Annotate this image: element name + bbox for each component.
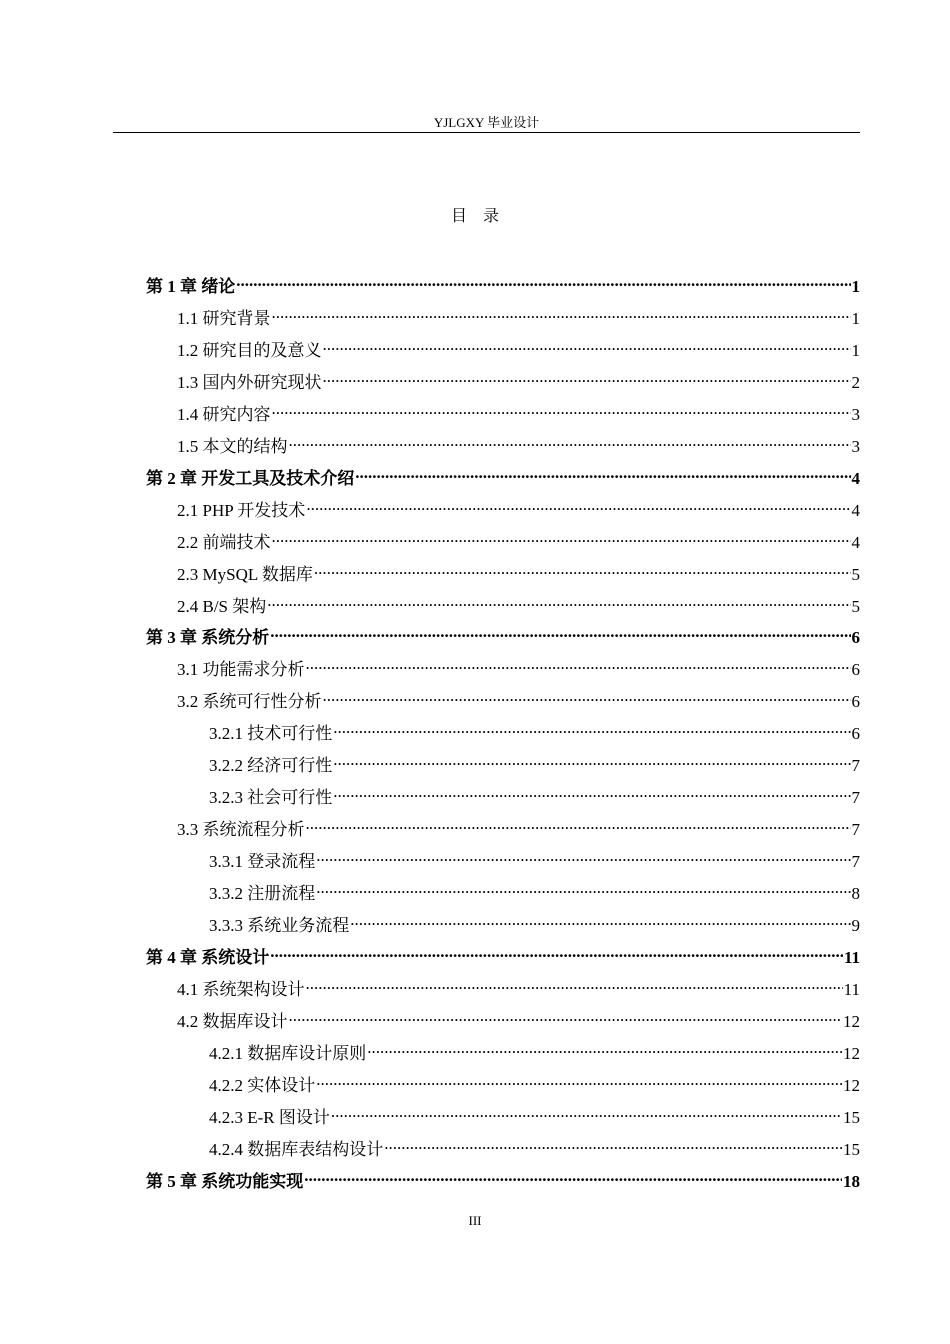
toc-entry-label: 4.2.4 数据库表结构设计 [209, 1139, 384, 1159]
toc-entry-label: 3.2.2 经济可行性 [209, 756, 333, 776]
toc-entry-label: 2.3 MySQL 数据库 [177, 564, 313, 584]
toc-entry[interactable] [177, 364, 860, 392]
toc-entry-page: 4 [851, 468, 860, 488]
toc-entry-label: 4.2 数据库设计 [177, 1011, 288, 1031]
toc-leader-dots [272, 524, 851, 548]
toc-title: 目 录 [450, 208, 499, 225]
toc-entry-page: 6 [851, 660, 860, 680]
toc-entry-label: 2.2 前端技术 [177, 532, 271, 552]
toc-entry-page: 6 [851, 628, 860, 648]
toc-entry-label: 2.1 PHP 开发技术 [177, 500, 306, 520]
toc-entry[interactable] [177, 396, 860, 424]
toc-entry-page: 12 [843, 1011, 860, 1031]
toc-entry[interactable] [209, 1035, 860, 1063]
toc-entry-label: 第 3 章 系统分析 [146, 628, 270, 648]
toc-entry-label: 1.2 研究目的及意义 [177, 340, 322, 360]
toc-entry-label: 1.3 国内外研究现状 [177, 372, 322, 392]
toc-entry-label: 第 1 章 绪论 [146, 277, 236, 296]
toc-entry[interactable] [209, 1131, 860, 1159]
toc-entry[interactable] [177, 300, 860, 328]
toc-entry[interactable] [146, 619, 860, 648]
toc-entry[interactable] [209, 747, 860, 776]
toc-entry-page: 15 [843, 1107, 860, 1127]
toc-entry-label: 3.3 系统流程分析 [177, 820, 305, 840]
toc-entry-page: 7 [851, 788, 860, 808]
toc-entry-page: 3 [851, 404, 860, 424]
toc-entry-page: 6 [851, 692, 860, 712]
toc-entry[interactable] [177, 556, 860, 584]
toc-leader-dots [323, 683, 851, 707]
toc-leader-dots [304, 1163, 842, 1187]
page-footer [0, 1212, 950, 1230]
toc-entry[interactable] [146, 1163, 860, 1191]
toc-entry-label: 3.3.3 系统业务流程 [209, 916, 350, 935]
toc-entry[interactable] [209, 779, 860, 808]
toc-entry-page: 2 [851, 372, 860, 392]
toc-leader-dots [306, 971, 843, 995]
toc-entry[interactable] [177, 428, 860, 456]
toc-entry-page: 7 [851, 756, 860, 776]
toc-entry-label: 4.2.3 E-R 图设计 [209, 1107, 330, 1127]
toc-leader-dots [333, 747, 850, 771]
toc-entry[interactable] [177, 332, 860, 360]
page-number: III [468, 1213, 482, 1228]
toc-leader-dots [316, 843, 850, 867]
toc-entry[interactable] [177, 588, 860, 616]
toc-entry-page: 5 [851, 596, 860, 616]
toc-entry[interactable] [209, 1067, 860, 1095]
toc-entry-label: 4.1 系统架构设计 [177, 979, 305, 999]
toc-entry[interactable] [209, 875, 860, 904]
toc-entry-page: 12 [843, 1075, 860, 1095]
toc-entry[interactable] [209, 907, 860, 935]
toc-leader-dots [236, 268, 850, 292]
toc-entry[interactable] [146, 460, 860, 488]
toc-entry-page: 1 [851, 340, 860, 360]
toc-entry-label: 3.2.3 社会可行性 [209, 788, 333, 808]
toc-entry-page: 5 [851, 564, 860, 584]
toc-entry[interactable] [209, 715, 860, 744]
toc-entry-label: 1.1 研究背景 [177, 308, 271, 328]
toc-leader-dots [367, 1035, 842, 1059]
toc-leader-dots [270, 619, 850, 643]
toc-entry-page: 18 [843, 1171, 860, 1191]
toc-entry[interactable] [177, 971, 860, 999]
toc-entry-page: 6 [851, 724, 860, 744]
toc-leader-dots [333, 779, 850, 803]
toc-leader-dots [272, 396, 851, 420]
toc-leader-dots [350, 907, 850, 931]
toc-entry-label: 第 5 章 系统功能实现 [146, 1171, 304, 1191]
toc-entry-label: 1.5 本文的结构 [177, 436, 288, 456]
toc-leader-dots [323, 364, 851, 388]
toc-leader-dots [314, 556, 851, 580]
toc-leader-dots [289, 1003, 843, 1027]
toc-entry[interactable] [209, 1099, 860, 1127]
toc-entry[interactable] [177, 492, 860, 520]
toc-entry-page: 7 [851, 852, 860, 872]
toc-entry-label: 第 2 章 开发工具及技术介绍 [146, 468, 355, 488]
toc-leader-dots [331, 1099, 842, 1123]
toc-leader-dots [355, 460, 850, 484]
toc-entry-label: 3.1 功能需求分析 [177, 660, 305, 680]
toc-entry-page: 15 [843, 1139, 860, 1159]
toc-leader-dots [323, 332, 851, 356]
toc-leader-dots [289, 428, 851, 452]
toc-entry-page: 7 [851, 820, 860, 840]
toc-entry-page: 1 [851, 308, 860, 328]
toc-entry-label: 2.4 B/S 架构 [177, 596, 267, 616]
toc-entry-label: 3.3.2 注册流程 [209, 884, 316, 904]
toc-leader-dots [267, 588, 850, 612]
toc-entry-label: 1.4 研究内容 [177, 404, 271, 424]
toc-entry[interactable] [146, 268, 860, 296]
toc-entry-label: 4.2.2 实体设计 [209, 1075, 316, 1095]
toc-entry[interactable] [177, 524, 860, 552]
toc-leader-dots [306, 492, 850, 516]
toc-entry[interactable] [177, 683, 860, 712]
toc-leader-dots [316, 1067, 842, 1091]
toc-leader-dots [384, 1131, 842, 1155]
toc-leader-dots [306, 811, 851, 835]
toc-entry-label: 3.2.1 技术可行性 [209, 724, 333, 744]
toc-entry[interactable] [209, 843, 860, 872]
toc-entry[interactable] [146, 939, 860, 967]
toc-entry-page: 11 [843, 979, 860, 999]
toc-entry-label: 第 4 章 系统设计 [146, 947, 270, 967]
toc-entry-page: 4 [851, 500, 860, 520]
toc-entry-label: 3.2 系统可行性分析 [177, 692, 322, 712]
header-text: YJLGXY 毕业设计 [433, 115, 540, 130]
toc-entry-page: 3 [851, 436, 860, 456]
toc-entry-page: 9 [851, 916, 860, 935]
toc-entry-page: 12 [843, 1043, 860, 1063]
toc-entry[interactable] [177, 1003, 860, 1031]
toc-leader-dots [333, 715, 850, 739]
toc-leader-dots [306, 651, 851, 675]
toc-entry-page: 8 [851, 884, 860, 904]
toc-entry-label: 4.2.1 数据库设计原则 [209, 1043, 367, 1063]
toc-entry[interactable] [177, 651, 860, 680]
toc-leader-dots [270, 939, 843, 963]
toc-leader-dots [316, 875, 850, 899]
toc-entry[interactable] [177, 811, 860, 840]
toc-entry-page: 4 [851, 532, 860, 552]
toc-entry-page: 11 [843, 947, 860, 967]
toc-leader-dots [272, 300, 851, 324]
toc-entry-label: 3.3.1 登录流程 [209, 852, 316, 872]
toc-entry-page: 1 [851, 277, 860, 296]
